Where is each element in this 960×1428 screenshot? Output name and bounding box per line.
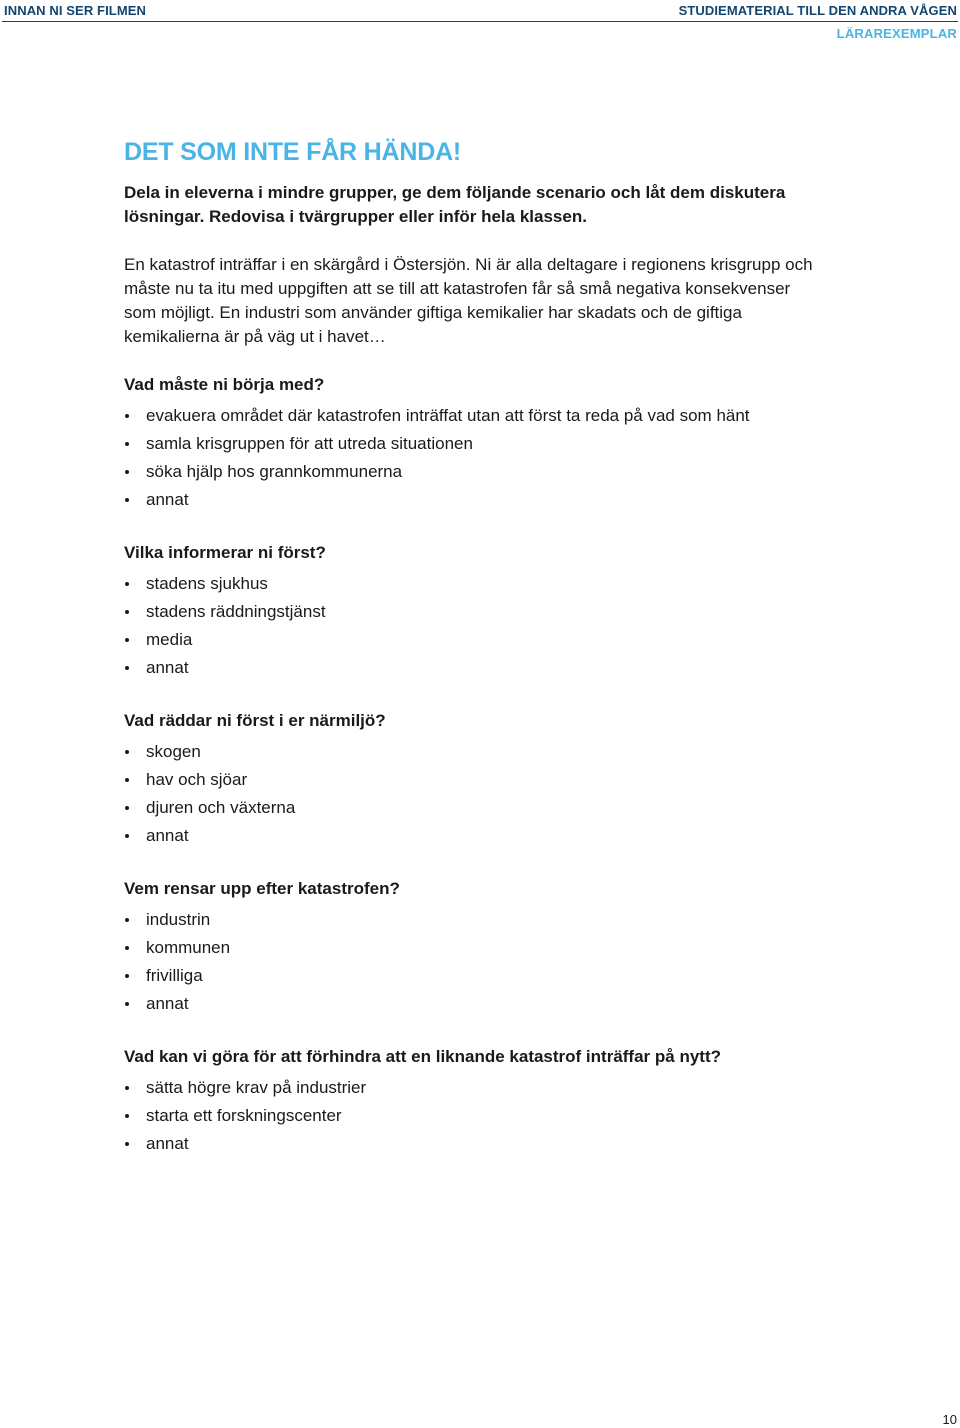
option-item: annat bbox=[124, 1130, 824, 1158]
intro-instructions: Dela in eleverna i mindre grupper, ge dem följande scenario och låt dem diskutera lösningar. Redovisa i tvärgrupper eller inför hela klassen. bbox=[124, 183, 786, 226]
main-content bbox=[124, 137, 824, 1158]
option-item: samla krisgruppen för att utreda situationen bbox=[124, 430, 824, 458]
option-item: stadens sjukhus bbox=[124, 570, 824, 598]
question-section bbox=[124, 541, 824, 682]
option-item: skogen bbox=[124, 738, 824, 766]
question-heading: Vad räddar ni först i er närmiljö? bbox=[124, 711, 386, 730]
option-item: evakuera området där katastrofen inträffat utan att först ta reda på vad som hänt bbox=[124, 402, 824, 430]
option-list bbox=[124, 738, 824, 850]
question-section bbox=[124, 709, 824, 850]
option-list bbox=[124, 1074, 824, 1158]
option-item: kommunen bbox=[124, 934, 824, 962]
question-section bbox=[124, 373, 824, 514]
option-item: sätta högre krav på industrier bbox=[124, 1074, 824, 1102]
option-item: media bbox=[124, 626, 824, 654]
question-heading: Vad kan vi göra för att förhindra att en liknande katastrof inträffar på nytt? bbox=[124, 1047, 721, 1066]
question-heading: Vilka informerar ni först? bbox=[124, 543, 326, 562]
option-item: stadens räddningstjänst bbox=[124, 598, 824, 626]
question-section bbox=[124, 877, 824, 1018]
question-heading: Vad måste ni börja med? bbox=[124, 375, 325, 394]
header-section-label: INNAN NI SER FILMEN bbox=[4, 3, 147, 18]
option-item: industrin bbox=[124, 906, 824, 934]
option-item: hav och sjöar bbox=[124, 766, 824, 794]
page-number: 10 bbox=[942, 1412, 957, 1427]
option-item: annat bbox=[124, 990, 824, 1018]
question-heading: Vem rensar upp efter katastrofen? bbox=[124, 879, 400, 898]
header-edition-label: LÄRAREXEMPLAR bbox=[836, 26, 957, 41]
option-item: frivilliga bbox=[124, 962, 824, 990]
option-item: starta ett forskningscenter bbox=[124, 1102, 824, 1130]
option-item: annat bbox=[124, 822, 824, 850]
header-document-title: STUDIEMATERIAL TILL DEN ANDRA VÅGEN bbox=[678, 3, 957, 18]
option-item: annat bbox=[124, 486, 824, 514]
option-list bbox=[124, 906, 824, 1018]
header-divider bbox=[2, 21, 958, 22]
page-title: DET SOM INTE FÅR HÄNDA! bbox=[124, 138, 462, 166]
option-list bbox=[124, 402, 824, 514]
option-list bbox=[124, 570, 824, 682]
option-item: annat bbox=[124, 654, 824, 682]
question-section bbox=[124, 1045, 824, 1158]
scenario-text: En katastrof inträffar i en skärgård i Östersjön. Ni är alla deltagare i regionens krisgrupp och måste nu ta itu med uppgiften att se till att katastrofen får så små negativa konsekvenser som möjligt. En industri som använder giftiga kemikalier har skadats och de giftiga kemikalierna är på väg ut i havet… bbox=[124, 255, 813, 346]
option-item: djuren och växterna bbox=[124, 794, 824, 822]
option-item: söka hjälp hos grannkommunerna bbox=[124, 458, 824, 486]
